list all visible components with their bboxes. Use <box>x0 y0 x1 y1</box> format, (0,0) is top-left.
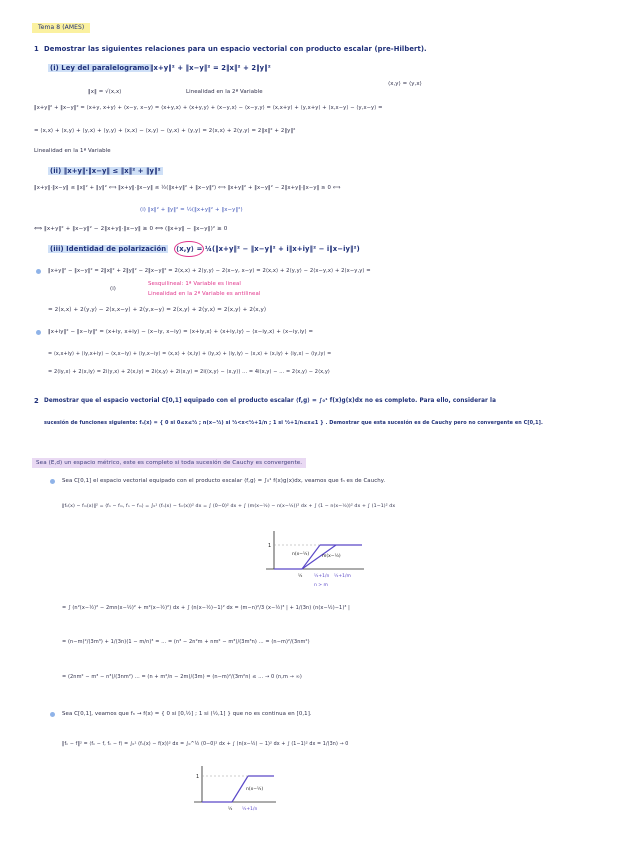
ex2-c4: = (2nm² − m³ − n³)/(3nm²) ... = (n + m²/n − 2m)/(3m) = (n−m)²/(3m²n) ≤ ... → 0 (n,m → ∞) <box>62 674 302 680</box>
ex1-iii-line1: ‖x+y‖² − ‖x−y‖² = 2‖x‖² + 2‖y‖² − 2‖x−y‖² = 2⟨x,x⟩ + 2⟨y,y⟩ − 2⟨x−y, x−y⟩ = 2⟨x,x⟩ + 2⟨y,y⟩ − 2⟨x−y,x⟩ + 2⟨x−y,y⟩ = <box>48 268 371 274</box>
ex1-ii-line2: ⟺ ‖x+y‖² + ‖x−y‖² − 2‖x+y‖·‖x−y‖ ≥ 0 ⟺ (‖x+y‖ − ‖x−y‖)² ≥ 0 <box>34 226 228 232</box>
below-label: n > m <box>314 583 328 588</box>
ex1-number: 1 <box>34 45 39 53</box>
bullet-dot <box>36 330 41 335</box>
ex1-iii-note-b: Sesquilineal: 1ª Variable es lineal <box>148 281 242 287</box>
ex2-number: 2 <box>34 397 39 405</box>
label-b: n(x−½) <box>292 552 310 557</box>
ex2-c2: = ∫ (n²(x−½)² − 2mn(x−½)² + m²(x−½)²) dx + ∫ (n(x−½)−1)² dx = (m−n)²/3 (x−½)³ | + 1/(3n) (n(x−½)−1)³ | <box>62 605 350 611</box>
ex2-c1: ‖fₙ(x) − fₘ(x)‖² = ⟨fₙ − fₘ, fₙ − fₘ⟩ = ∫₀¹ (fₙ(x) − fₘ(x))² dx = ∫ (0−0)² dx + ∫ (m(x−½) − n(x−½))² dx + ∫ (1 − n(x−½))² dx + ∫ (1−1)² dx <box>62 504 396 509</box>
ex1-iii-line5: = 2⟨iy,x⟩ + 2⟨x,iy⟩ = 2i⟨y,x⟩ + 2⟨x,iy⟩ = 2i⟨x,y⟩ + 2i⟨x,y⟩ = 2i(⟨x,y⟩ − ⟨x,y⟩) ... = 4i⟨x,y⟩ − ... = 2⟨x,y⟩ − 2⟨x,y⟩ <box>48 369 330 375</box>
xb-label: ½+1/n <box>242 807 258 812</box>
ex1-i-aside-sym: ⟨x,y⟩ = ⟨y,x⟩ <box>388 81 422 87</box>
ex1-i-aside-def: ‖x‖ = √⟨x,x⟩ <box>88 89 122 95</box>
ex1-i-label: (i) Ley del paralelogramo <box>50 64 150 72</box>
ex1-iii-formula: ⟨x,y⟩ = ¼(‖x+y‖² − ‖x−y‖² + i‖x+iy‖² − i‖x−iy‖²) <box>176 245 360 253</box>
ex1-iii-note-c: Linealidad en la 2ª Variable es antilineal <box>148 291 261 297</box>
label-a: m(x−½) <box>322 554 341 559</box>
ex1-ii-line1b: (i) ‖x‖² + ‖y‖² = ½(‖x+y‖² + ‖x−y‖²) <box>140 207 243 213</box>
xa-label: ½+1/m <box>334 574 351 579</box>
bullet-dot <box>36 269 41 274</box>
ex1-i-aside-lin: Linealidad en la 2ª Variable <box>186 89 263 95</box>
label-a: n(x−½) <box>246 787 264 792</box>
ex2-b1: Sea C[0,1] el espacio vectorial equipado con el producto escalar ⟨f,g⟩ = ∫₀¹ f(x)g(x)dx, veamos que fₙ es de Cauchy. <box>62 478 386 484</box>
ex2-c5: ‖fₙ − f‖² = ⟨fₙ − f, fₙ − f⟩ = ∫₀¹ (fₙ(x) − f(x))² dx = ∫₀^½ (0−0)² dx + ∫ (n(x−½) − 1)² dx + ∫ (1−1)² dx = 1/(3n) → 0 <box>62 742 349 747</box>
ex1-ii-label: (ii) ‖x+y‖·‖x−y‖ ≤ ‖x‖² + ‖y‖² <box>50 167 161 175</box>
ex2-statement1: Demostrar que el espacio vectorial C[0,1] equipado con el producto escalar ⟨f,g⟩ = ∫₀¹ f(x)g(x)dx no es completo. Para ello, considerar la <box>44 398 497 404</box>
y1-label: 1 <box>268 543 272 549</box>
bullet-dot <box>50 712 55 717</box>
ex1-iii-line3: ‖x+iy‖² − ‖x−iy‖² = ⟨x+iy, x+iy⟩ − ⟨x−iy, x−iy⟩ = ⟨x+iy,x⟩ + ⟨x+iy,iy⟩ − ⟨x−iy,x⟩ + ⟨x−iy,iy⟩ = <box>48 329 314 335</box>
circle-mark <box>174 241 204 257</box>
y1-label: 1 <box>196 774 200 780</box>
ex1-i-note: Linealidad en la 1ª Variable <box>34 148 111 154</box>
ex1-i-formula: ‖x+y‖² + ‖x−y‖² = 2‖x‖² + 2‖y‖² <box>150 64 271 72</box>
header-tag: Tema 8 (AMES) <box>32 23 90 33</box>
convergence-graph <box>190 762 280 818</box>
ex1-iii-line2: = 2⟨x,x⟩ + 2⟨y,y⟩ − 2⟨x,x−y⟩ + 2⟨y,x−y⟩ = 2⟨x,y⟩ + 2⟨y,x⟩ = 2⟨x,y⟩ + 2⟨x,y⟩ <box>48 307 267 313</box>
ex1-iii-note-a: (i) <box>110 286 117 292</box>
ex1-ii-line1: ‖x+y‖·‖x−y‖ ≤ ‖x‖² + ‖y‖² ⟺ ‖x+y‖·‖x−y‖ ≤ ½(‖x+y‖² + ‖x−y‖²) ⟺ ‖x+y‖² + ‖x−y‖² − 2‖x+y‖·‖x−y‖ ≥ 0 ⟺ <box>34 185 341 191</box>
steep-segment <box>302 545 320 569</box>
x0-label: ½ <box>298 574 303 579</box>
ex1-statement: Demostrar las siguientes relaciones para un espacio vectorial con producto escalar (pre-Hilbert). <box>44 45 427 53</box>
xb-label: ½+1/n <box>314 574 330 579</box>
ex2-b2: Sea C[0,1], veamos que fₙ → f(x) = { 0 si [0,½] ; 1 si (½,1] } que no es continua en [0,1]. <box>62 711 312 717</box>
ex2-c3: = (n−m)²/(3m³) + 1/(3n)(1 − m/n)³ = ... = (n³ − 2n²m + nm² − m³)/(3m³n) ... = (n−m)²/(3nm²) <box>62 639 310 645</box>
ex1-i-line1: ‖x+y‖² + ‖x−y‖² = ⟨x+y, x+y⟩ + ⟨x−y, x−y⟩ = ⟨x+y,x⟩ + ⟨x+y,y⟩ + ⟨x−y,x⟩ − ⟨x−y,y⟩ = ⟨x,x+y⟩ + ⟨y,x+y⟩ + ⟨x,x−y⟩ − ⟨y,x−y⟩ = <box>34 105 383 111</box>
ex1-i-line2: = ⟨x,x⟩ + ⟨x,y⟩ + ⟨y,x⟩ + ⟨y,y⟩ + ⟨x,x⟩ − ⟨x,y⟩ − ⟨y,x⟩ + ⟨y,y⟩ = 2⟨x,x⟩ + 2⟨y,y⟩ = 2‖x‖² + 2‖y‖² <box>34 128 296 134</box>
definition-banner: Sea (E,d) un espacio métrico, este es completo si toda sucesión de Cauchy es convergente. <box>32 458 306 468</box>
ex1-iii-label: (iii) Identidad de polarización <box>50 245 167 253</box>
cauchy-graph <box>262 527 372 589</box>
bullet-dot <box>50 479 55 484</box>
x0-label: ½ <box>228 807 233 812</box>
ex1-iii-line4: = ⟨x,x+iy⟩ + ⟨iy,x+iy⟩ − ⟨x,x−iy⟩ + ⟨iy,x−iy⟩ = ⟨x,x⟩ + ⟨x,iy⟩ + ⟨iy,x⟩ + ⟨iy,iy⟩ − ⟨x,x⟩ + ⟨x,iy⟩ + ⟨iy,x⟩ − ⟨iy,iy⟩ = <box>48 351 332 357</box>
ex2-statement2: sucesión de funciones siguiente: fₙ(x) = { 0 si 0≤x≤½ ; n(x−½) si ½<x<½+1/n ; 1 si ½+1/n≤x≤1 } . Demostrar que esta sucesión es de Cauchy pero no convergente en C[0,1]. <box>44 420 543 426</box>
